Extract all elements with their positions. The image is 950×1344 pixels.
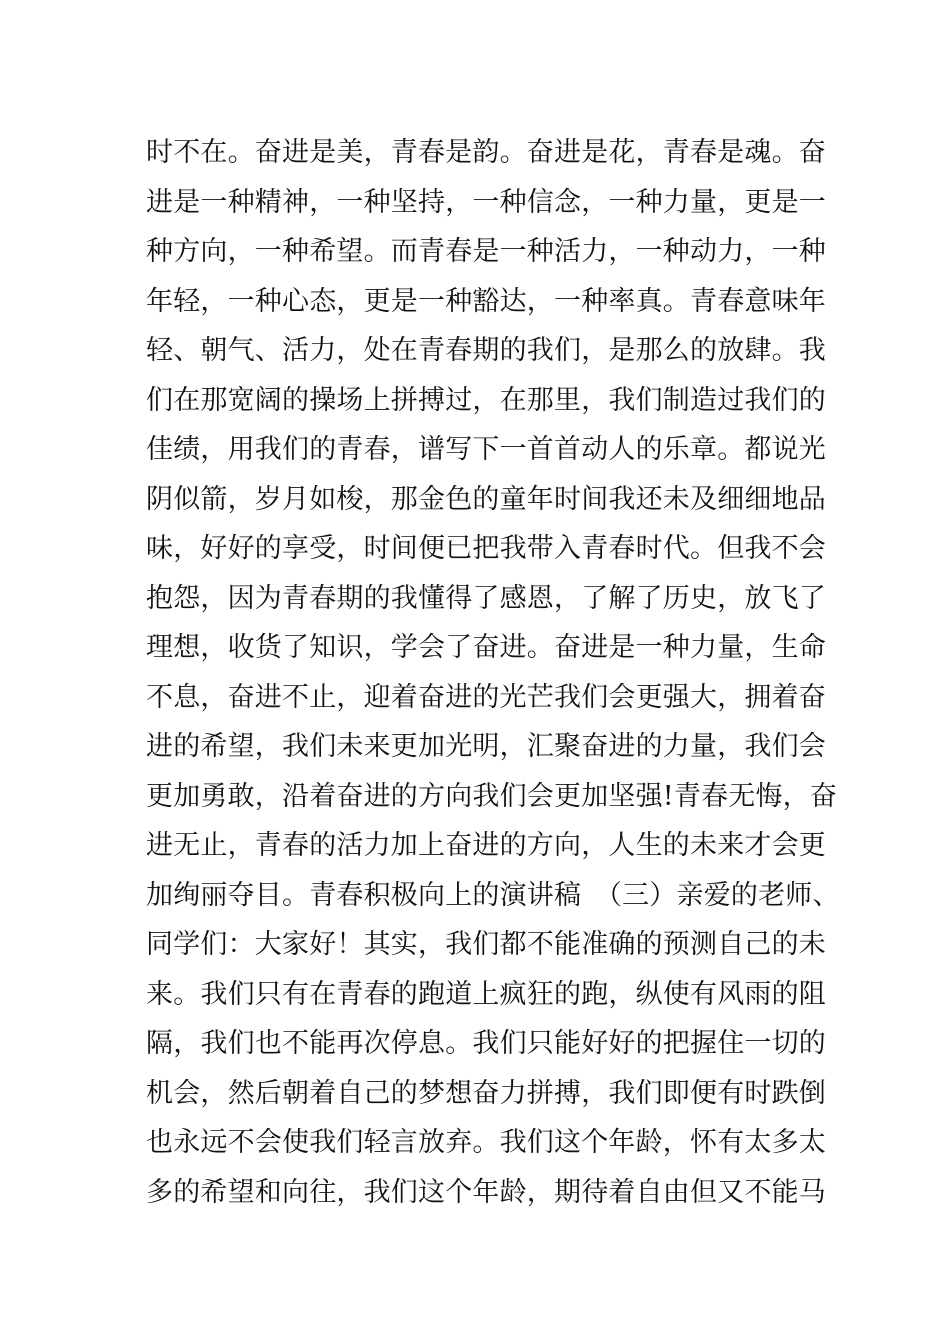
text-line: 进无止，青春的活力加上奋进的方向，人生的未来才会更	[146, 830, 826, 861]
text-line: 隔，我们也不能再次停息。我们只能好好的把握住一切的	[146, 1028, 826, 1059]
text-line: 理想，收货了知识，学会了奋进。奋进是一种力量，生命	[146, 632, 826, 663]
text-line: 抱怨，因为青春期的我懂得了感恩，了解了历史，放飞了	[146, 582, 826, 614]
text-line: 来。我们只有在青春的跑道上疯狂的跑，纵使有风雨的阻	[146, 978, 826, 1010]
text-line: 也永远不会使我们轻言放弃。我们这个年龄，怀有太多太	[146, 1127, 826, 1158]
text-line: 年轻，一种心态，更是一种豁达，一种率真。青春意味年	[146, 285, 826, 317]
text-line: 进的希望，我们未来更加光明，汇聚奋进的力量，我们会	[146, 731, 826, 762]
text-line: 种方向，一种希望。而青春是一种活力，一种动力，一种	[146, 236, 826, 267]
text-line: 进是一种精神，一种坚持，一种信念，一种力量，更是一	[146, 186, 826, 218]
text-line: 时不在。奋进是美，青春是韵。奋进是花，青春是魂。奋	[146, 137, 826, 168]
text-line: 机会，然后朝着自己的梦想奋力拼搏，我们即便有时跌倒	[146, 1077, 826, 1109]
text-line: 加绚丽夺目。青春积极向上的演讲稿 （三）亲爱的老师、	[146, 879, 840, 911]
text-line: 多的希望和向往，我们这个年龄，期待着自由但又不能马	[146, 1176, 826, 1208]
text-line: 同学们：大家好！其实，我们都不能准确的预测自己的未	[146, 929, 826, 960]
body-text	[146, 128, 840, 1217]
text-line: 轻、朝气、活力，处在青春期的我们，是那么的放肆。我	[146, 335, 826, 366]
text-line: 味，好好的享受，时间便已把我带入青春时代。但我不会	[146, 533, 826, 564]
text-line: 不息，奋进不止，迎着奋进的光芒我们会更强大，拥着奋	[146, 681, 826, 713]
text-line: 佳绩，用我们的青春，谱写下一首首动人的乐章。都说光	[146, 434, 826, 465]
text-line: 们在那宽阔的操场上拼搏过，在那里，我们制造过我们的	[146, 384, 826, 416]
text-line: 阴似箭，岁月如梭，那金色的童年时间我还未及细细地品	[146, 483, 826, 515]
text-line: 更加勇敢，沿着奋进的方向我们会更加坚强!青春无悔，奋	[146, 780, 838, 812]
